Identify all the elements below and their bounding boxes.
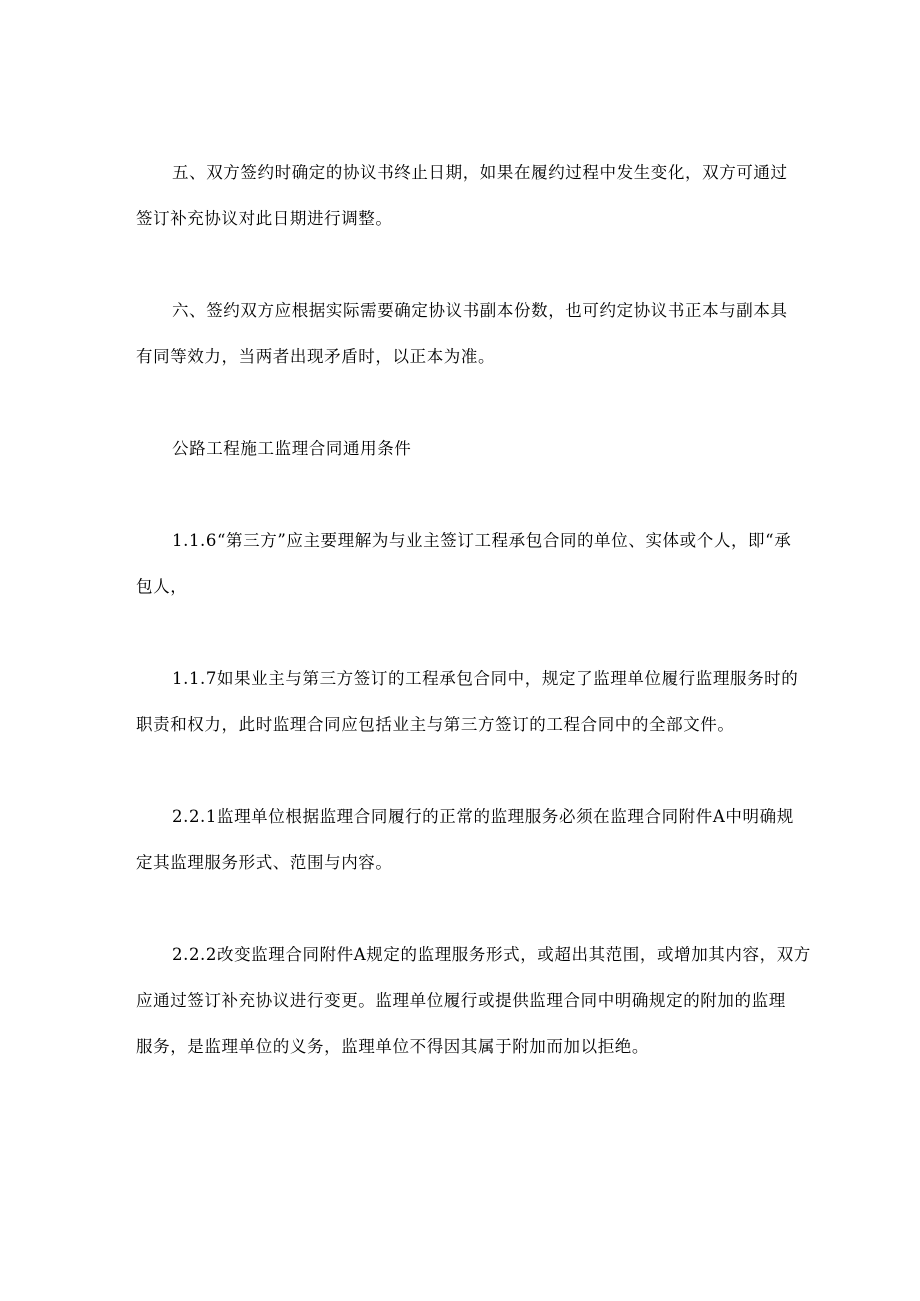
paragraph-line: 2.2.1监理单位根据监理合同履行的正常的监理服务必须在监理合同附件A中明确规 xyxy=(172,807,794,826)
paragraph-line: 2.2.2改变监理合同附件A规定的监理服务形式，或超出其范围，或增加其内容，双方 xyxy=(172,945,811,964)
paragraph-line: 1.1.6“第三方”应主要理解为与业主签订工程承包合同的单位、实体或个人，即“承 xyxy=(172,531,792,550)
paragraph-line: 1.1.7如果业主与第三方签订的工程承包合同中，规定了监理单位履行监理服务时的 xyxy=(172,669,799,688)
paragraph-line: 应通过签订补充协议进行变更。监理单位履行或提供监理合同中明确规定的附加的监理 xyxy=(136,991,786,1010)
paragraph-line: 有同等效力，当两者出现矛盾时，以正本为准。 xyxy=(136,347,496,366)
paragraph-line: 包人， xyxy=(136,577,188,596)
paragraph-line: 签订补充协议对此日期进行调整。 xyxy=(136,209,393,228)
paragraph-line: 服务，是监理单位的义务，监理单位不得因其属于附加而加以拒绝。 xyxy=(136,1037,649,1056)
paragraph-line: 五、双方签约时确定的协议书终止日期，如果在履约过程中发生变化，双方可通过 xyxy=(172,163,788,182)
paragraph-line: 职责和权力，此时监理合同应包括业主与第三方签订的工程合同中的全部文件。 xyxy=(136,715,735,734)
paragraph-line: 六、签约双方应根据实际需要确定协议书副本份数，也可约定协议书正本与副本具 xyxy=(172,301,788,320)
paragraph-line: 定其监理服务形式、范围与内容。 xyxy=(136,853,393,872)
section-heading-text: 公路工程施工监理合同通用条件 xyxy=(172,439,412,458)
